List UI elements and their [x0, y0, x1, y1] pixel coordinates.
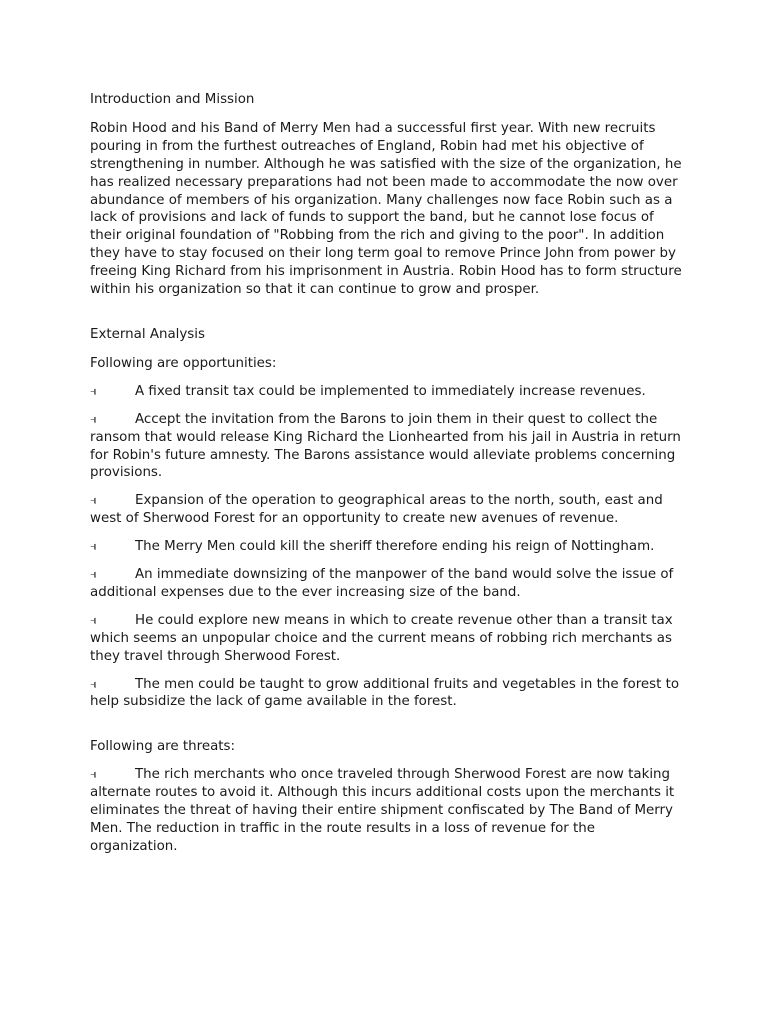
- bullet-icon: ⫣: [90, 612, 98, 627]
- bullet-icon: ⫣: [90, 411, 98, 426]
- list-item: [90, 612, 682, 666]
- list-item: [90, 411, 682, 483]
- list-item: [90, 676, 682, 712]
- intro-heading: Introduction and Mission: [90, 92, 255, 107]
- list-item: [90, 766, 682, 856]
- bullet-icon: ⫣: [90, 567, 98, 582]
- section-gap: [90, 309, 682, 326]
- bullet-text: The men could be taught to grow additional fruits and vegetables in the forest to help subsidize the lack of game available in the forest.: [90, 676, 680, 710]
- section-gap: [90, 721, 682, 738]
- list-item: [90, 538, 682, 556]
- document-page: [90, 91, 682, 866]
- bullet-icon: ⫣: [90, 767, 98, 782]
- bullet-text: The Merry Men could kill the sheriff therefore ending his reign of Nottingham.: [135, 539, 655, 555]
- external-analysis-heading: External Analysis: [90, 326, 205, 342]
- bullet-text: The rich merchants who once traveled through Sherwood Forest are now taking alternate routes to avoid it. Although this incurs additional costs upon the merchants it eliminates the threat of having their entire shipment confiscated by The Band of Merry Men. The reduction in traffic in the route results in a loss of revenue for the organization.: [90, 767, 675, 854]
- intro-paragraph: Robin Hood and his Band of Merry Men had a successful first year. With new recruits pouring in from the furthest outreaches of England, Robin had met his objective of strengthening in number. Although he was satisfied with the size of the organization, he has realized necessary preparations had not been made to accommodate the now over abundance of members of his organization. Many challenges now face Robin such as a lack of provisions and lack of funds to support the band, but he cannot lose focus of their original foundation of "Robbing from the rich and giving to the poor". In addition they have to stay focused on their long term goal to remove Prince John from power by freeing King Richard from his imprisonment in Austria. Robin Hood has to form structure within his organization so that it can continue to grow and prosper.: [90, 120, 682, 298]
- threats-list: [90, 766, 682, 856]
- bullet-icon: ⫣: [90, 676, 98, 691]
- opportunities-intro: Following are opportunities:: [90, 355, 277, 371]
- bullet-text: Accept the invitation from the Barons to join them in their quest to collect the ransom that would release King Richard the Lionhearted from his jail in Austria in return for Robin's future amnesty. The Barons assistance would alleviate problems concerning provisions.: [90, 411, 681, 481]
- list-item: [90, 492, 682, 528]
- bullet-text: He could explore new means in which to create revenue other than a transit tax which seems an unpopular choice and the current means of robbing rich merchants as they travel through Sherwood Forest.: [90, 612, 673, 664]
- bullet-text: An immediate downsizing of the manpower of the band would solve the issue of additional expenses due to the ever increasing size of the band.: [90, 567, 674, 600]
- bullet-icon: ⫣: [90, 539, 98, 554]
- bullet-text: Expansion of the operation to geographical areas to the north, south, east and west of Sherwood Forest for an opportunity to create new avenues of revenue.: [90, 493, 663, 527]
- bullet-icon: ⫣: [90, 493, 98, 508]
- bullet-text: A fixed transit tax could be implemented to immediately increase revenues.: [135, 383, 646, 399]
- list-item: [90, 566, 682, 602]
- opportunities-list: [90, 383, 682, 712]
- list-item: [90, 383, 682, 401]
- threats-intro: Following are threats:: [90, 739, 236, 755]
- bullet-icon: ⫣: [90, 383, 98, 398]
